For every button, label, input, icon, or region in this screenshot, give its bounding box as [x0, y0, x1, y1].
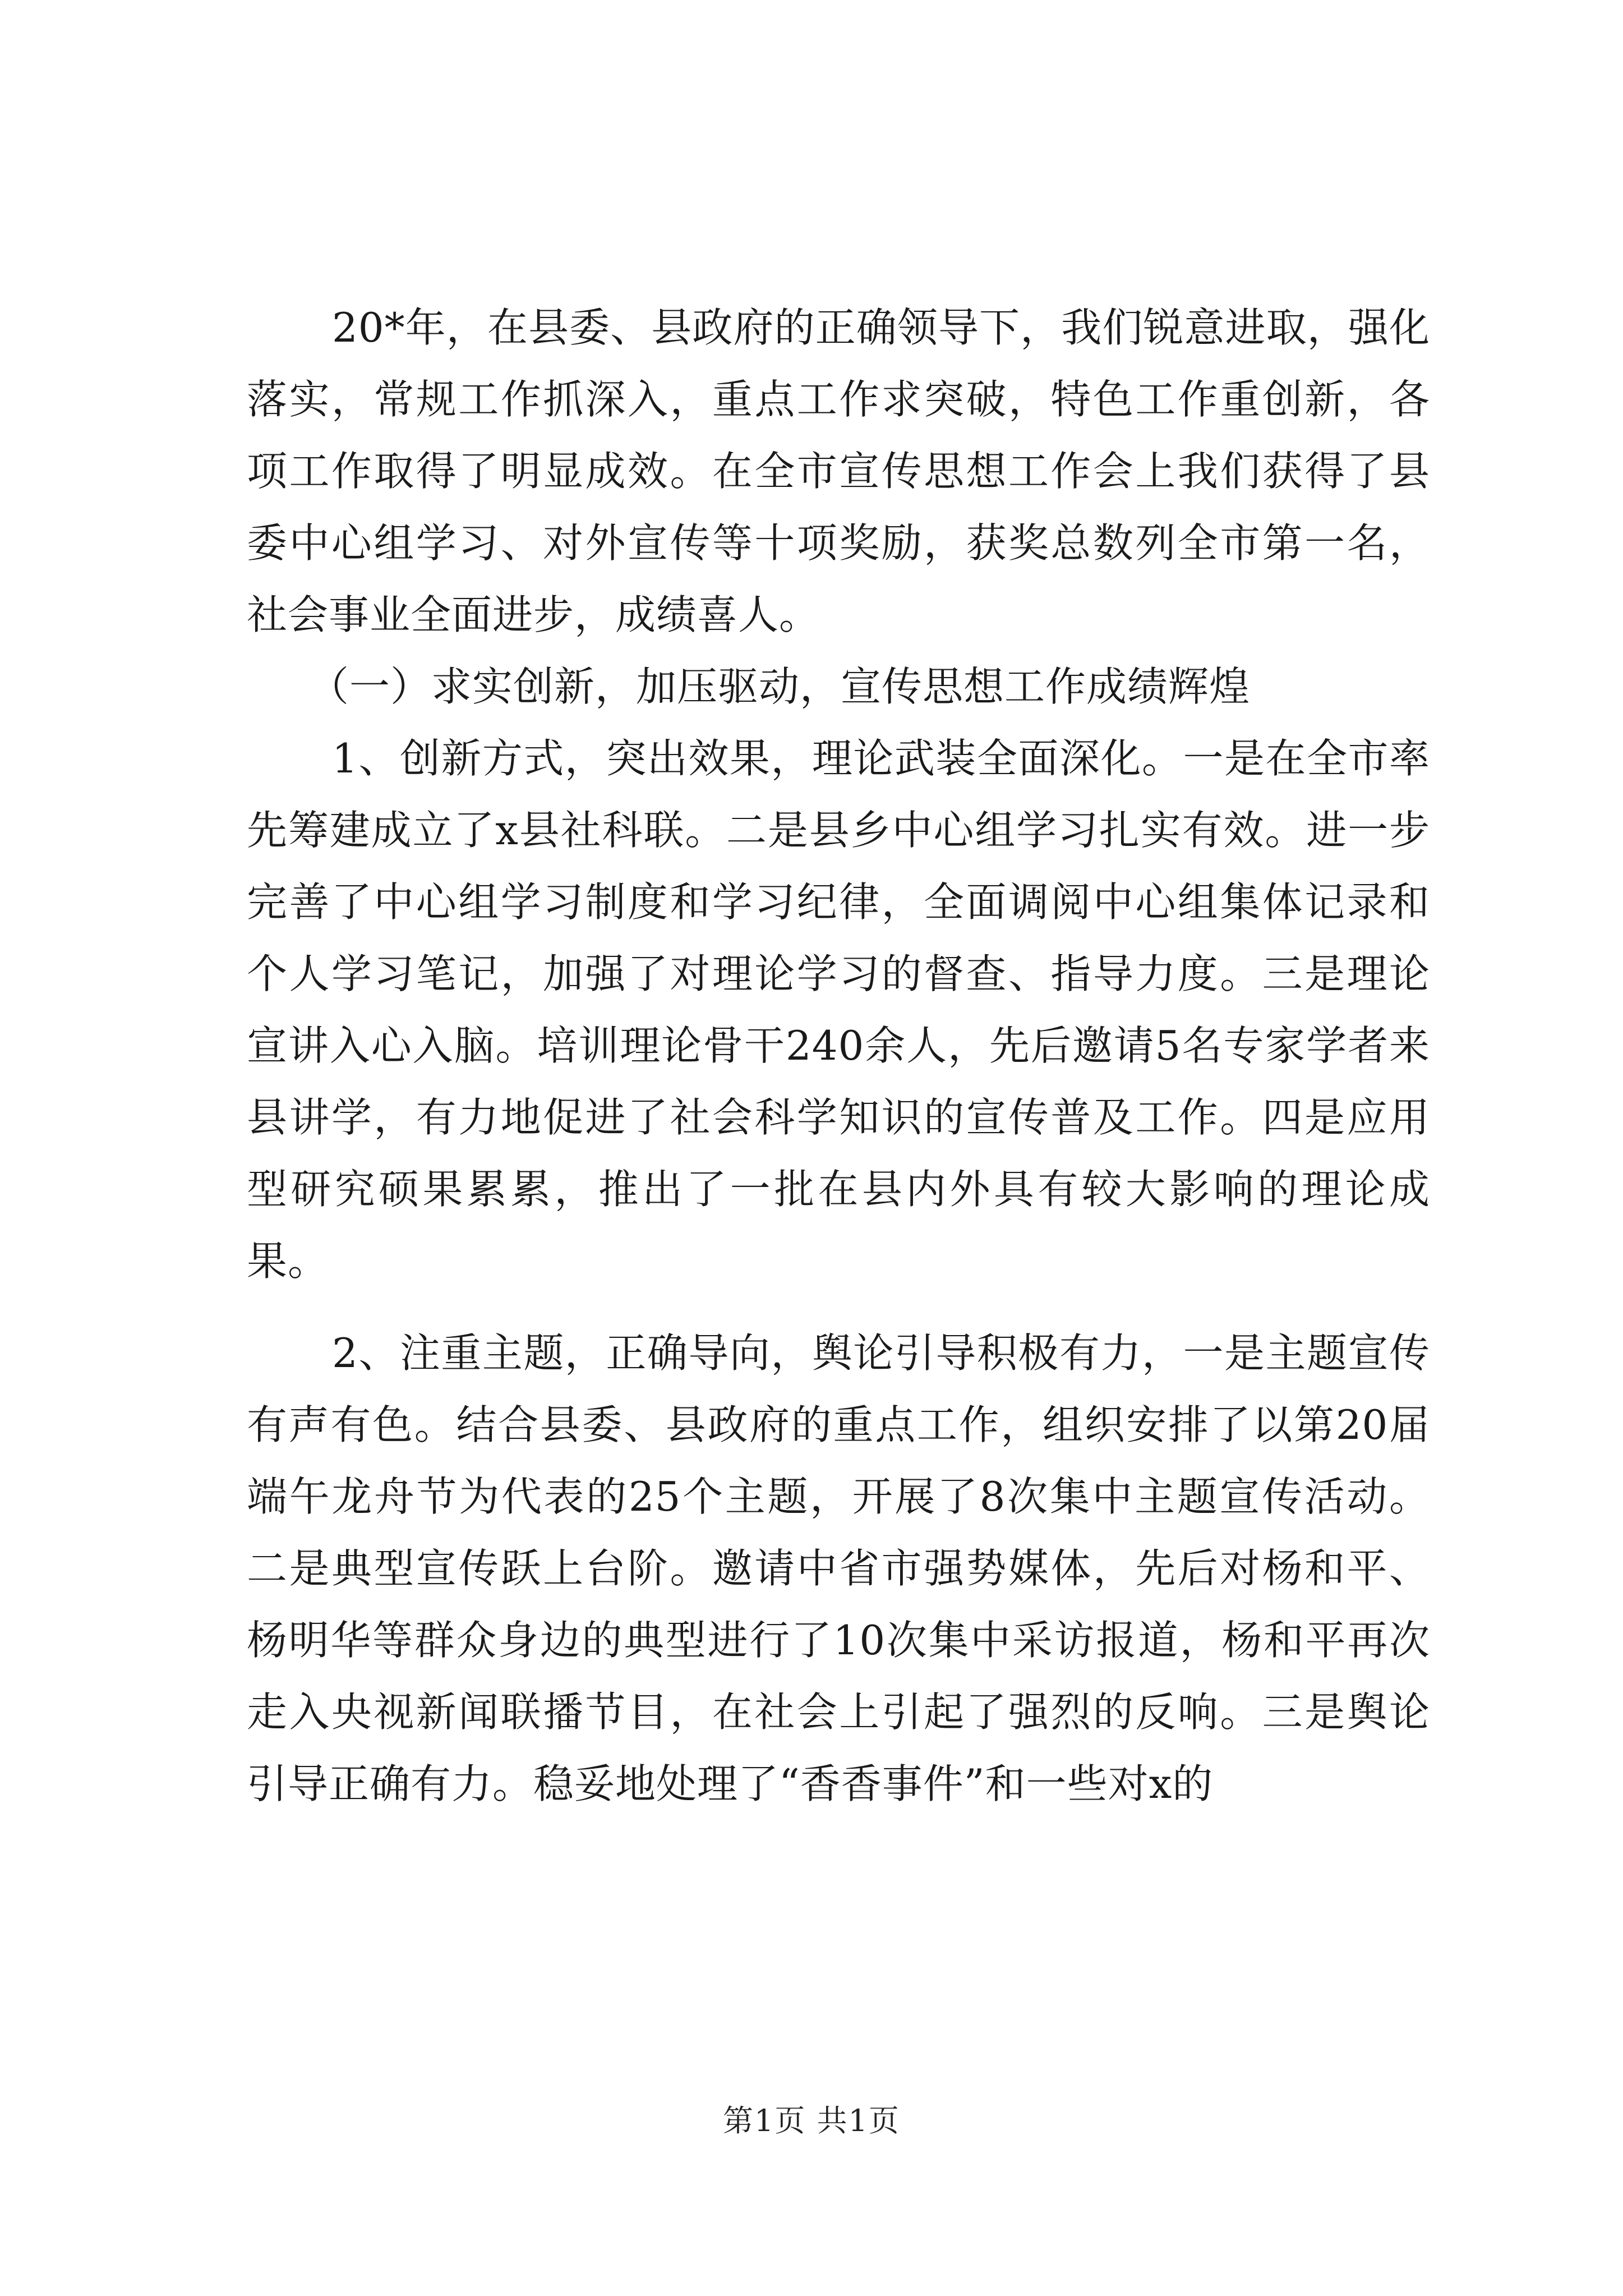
- document-body: [247, 292, 1430, 1820]
- section-heading: （一）求实创新，加压驱动，宣传思想工作成绩辉煌: [308, 663, 1251, 710]
- paragraph-spacer: [247, 1297, 1430, 1317]
- item-paragraph-2: 2、注重主题，正确导向，舆论引导积极有力，一是主题宣传有声有色。结合县委、县政府的重点工作，组织安排了以第20届端午龙舟节为代表的25个主题，开展了8次集中主题宣传活动。二是典型宣传跃上台阶。邀请中省市强势媒体，先后对杨和平、杨明华等群众身边的典型进行了10次集中采访报道，杨和平再次走入央视新闻联播节目，在社会上引起了强烈的反响。三是舆论引导正确有力。稳妥地处理了“香香事件”和一些对x的: [247, 1329, 1430, 1807]
- intro-paragraph: 20*年，在县委、县政府的正确领导下，我们锐意进取，强化落实，常规工作抓深入，重点工作求突破，特色工作重创新，各项工作取得了明显成效。在全市宣传思想工作会上我们获得了县委中心组学习、对外宣传等十项奖励，获奖总数列全市第一名，社会事业全面进步，成绩喜人。: [247, 304, 1430, 638]
- page-footer: 第1页 共1页: [723, 2103, 900, 2138]
- item-paragraph-1: 1、创新方式，突出效果，理论武装全面深化。一是在全市率先筹建成立了x县社科联。二是县乡中心组学习扎实有效。进一步完善了中心组学习制度和学习纪律，全面调阅中心组集体记录和个人学习笔记，加强了对理论学习的督查、指导力度。三是理论宣讲入心入脑。培训理论骨干240余人，先后邀请5名专家学者来县讲学，有力地促进了社会科学知识的宣传普及工作。四是应用型研究硕果累累，推出了一批在县内外具有较大影响的理论成果。: [247, 735, 1430, 1285]
